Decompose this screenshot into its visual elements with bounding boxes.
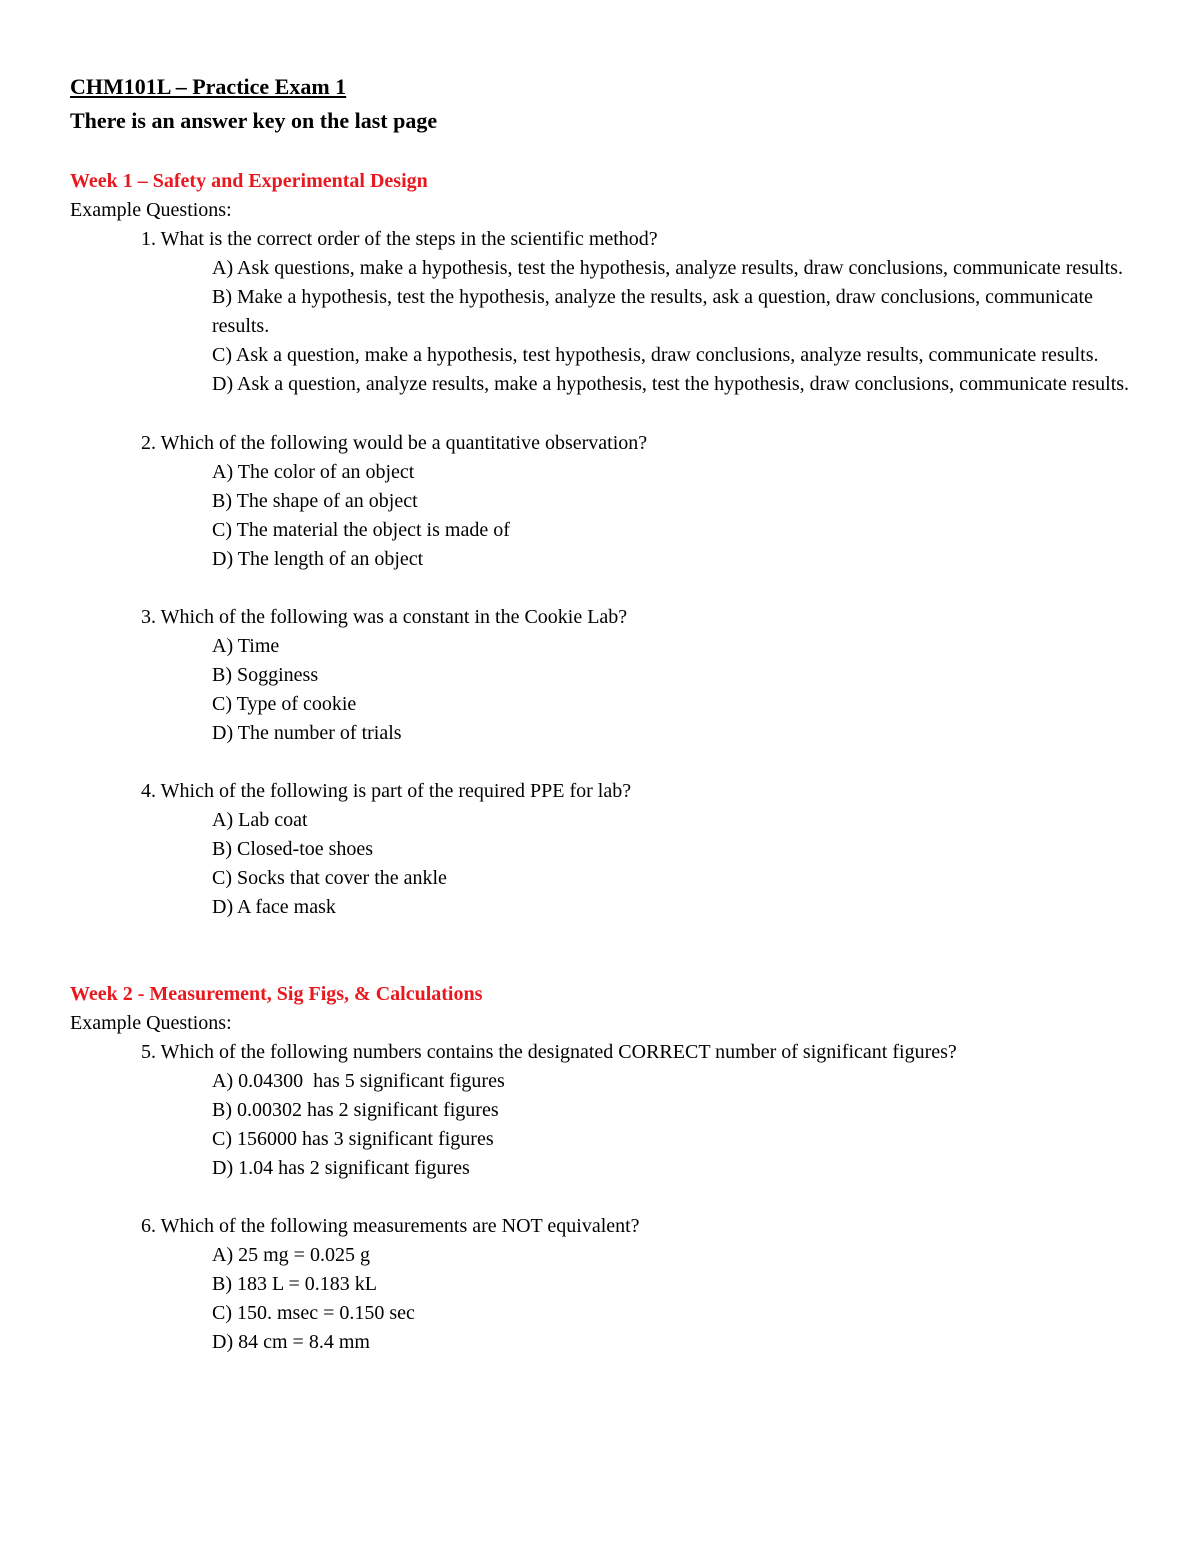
answer-option: A) Ask questions, make a hypothesis, test the hypothesis, analyze results, draw conclusions, communicate results.: [212, 257, 1123, 279]
question-4: [70, 777, 1150, 922]
section-heading: Week 2 - Measurement, Sig Figs, & Calculations: [70, 983, 483, 1005]
answer-option: B) 183 L = 0.183 kL: [212, 1273, 377, 1295]
question-prompt: Which of the following was a constant in the Cookie Lab?: [160, 606, 628, 628]
question-prompt: Which of the following numbers contains the designated CORRECT number of significant figures?: [160, 1041, 957, 1063]
question-number: 4.: [141, 780, 156, 802]
answer-option: C) Ask a question, make a hypothesis, test hypothesis, draw conclusions, analyze results, communicate results.: [212, 344, 1099, 366]
answer-option: D) 84 cm = 8.4 mm: [212, 1331, 370, 1353]
answer-option: B) Sogginess: [212, 664, 319, 686]
answer-option: C) Socks that cover the ankle: [212, 867, 447, 889]
answer-option: D) The length of an object: [212, 548, 424, 570]
answer-options: [70, 806, 1150, 922]
answer-option: B) 0.00302 has 2 significant figures: [212, 1099, 499, 1121]
question-text: [141, 603, 1150, 632]
answer-option: B) Closed-toe shoes: [212, 838, 374, 860]
answer-option: A) 0.04300 has 5 significant figures: [212, 1070, 505, 1092]
question-number: 6.: [141, 1215, 156, 1237]
answer-option: D) A face mask: [212, 896, 336, 918]
question-text: [141, 1212, 1150, 1241]
question-prompt: What is the correct order of the steps in the scientific method?: [160, 228, 658, 250]
section-week-1: [70, 167, 1150, 922]
answer-options: [70, 254, 1150, 399]
question-1: [70, 225, 1150, 399]
answer-option: A) Lab coat: [212, 809, 308, 831]
answer-option: C) 150. msec = 0.150 sec: [212, 1302, 415, 1324]
answer-option: D) The number of trials: [212, 722, 402, 744]
answer-option: C) The material the object is made of: [212, 519, 510, 541]
example-questions-label: Example Questions:: [70, 199, 232, 221]
question-number: 5.: [141, 1041, 156, 1063]
page-title: CHM101L – Practice Exam 1: [70, 74, 347, 99]
answer-option: B) Make a hypothesis, test the hypothesis, analyze the results, ask a question, draw conclusions, communicate results.: [212, 286, 1093, 337]
section-heading: Week 1 – Safety and Experimental Design: [70, 170, 428, 192]
exam-page: [70, 72, 1150, 1357]
answer-options: [70, 632, 1150, 748]
answer-option: C) 156000 has 3 significant figures: [212, 1128, 494, 1150]
question-text: [141, 777, 1150, 806]
answer-option: A) 25 mg = 0.025 g: [212, 1244, 370, 1266]
answer-options: [70, 1241, 1150, 1357]
answer-options: [70, 458, 1150, 574]
answer-option: A) Time: [212, 635, 280, 657]
question-prompt: Which of the following measurements are NOT equivalent?: [160, 1215, 640, 1237]
question-prompt: Which of the following would be a quantitative observation?: [160, 432, 648, 454]
section-week-2: [70, 980, 1150, 1357]
question-text: [141, 225, 1150, 254]
question-6: [70, 1212, 1150, 1357]
answer-option: B) The shape of an object: [212, 490, 418, 512]
answer-option: C) Type of cookie: [212, 693, 357, 715]
answer-key-note: There is an answer key on the last page: [70, 108, 438, 133]
question-text: [141, 1038, 1150, 1067]
example-questions-label: Example Questions:: [70, 1012, 232, 1034]
answer-option: A) The color of an object: [212, 461, 415, 483]
answer-option: D) 1.04 has 2 significant figures: [212, 1157, 470, 1179]
question-5: [70, 1038, 1150, 1183]
question-number: 3.: [141, 606, 156, 628]
answer-option: D) Ask a question, analyze results, make a hypothesis, test the hypothesis, draw conclusions, communicate results.: [212, 373, 1130, 395]
question-3: [70, 603, 1150, 748]
question-2: [70, 429, 1150, 574]
answer-options: [70, 1067, 1150, 1183]
question-text: [141, 429, 1150, 458]
question-number: 2.: [141, 432, 156, 454]
question-prompt: Which of the following is part of the required PPE for lab?: [160, 780, 632, 802]
question-number: 1.: [141, 228, 156, 250]
